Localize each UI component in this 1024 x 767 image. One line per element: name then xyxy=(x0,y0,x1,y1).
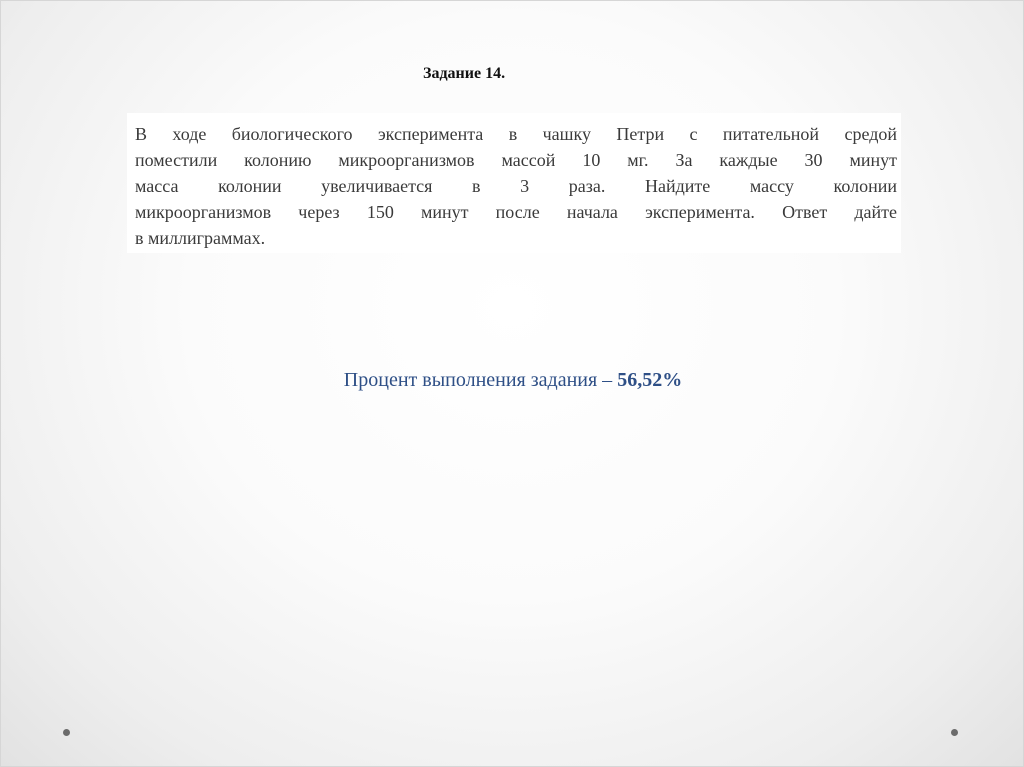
completion-value: 56,52% xyxy=(617,369,683,391)
completion-rate xyxy=(1,369,1024,392)
completion-label: Процент выполнения задания – xyxy=(343,369,618,391)
task-text-line: масса колонии увеличивается в 3 раза. Найдите массу колонии xyxy=(135,176,897,196)
task-text-line: микроорганизмов через 150 минут после начала эксперимента. Ответ дайте xyxy=(135,202,897,222)
bullet-dot-icon xyxy=(951,729,958,736)
task-title: Задание 14. xyxy=(423,65,506,82)
task-text-box xyxy=(127,113,901,253)
task-text-line: В ходе биологического эксперимента в чашку Петри с питательной средой xyxy=(135,124,897,144)
task-text-line: в миллиграммах. xyxy=(135,228,266,248)
task-text-line: поместили колонию микроорганизмов массой 10 мг. За каждые 30 минут xyxy=(135,150,897,170)
bullet-dot-icon xyxy=(63,729,70,736)
